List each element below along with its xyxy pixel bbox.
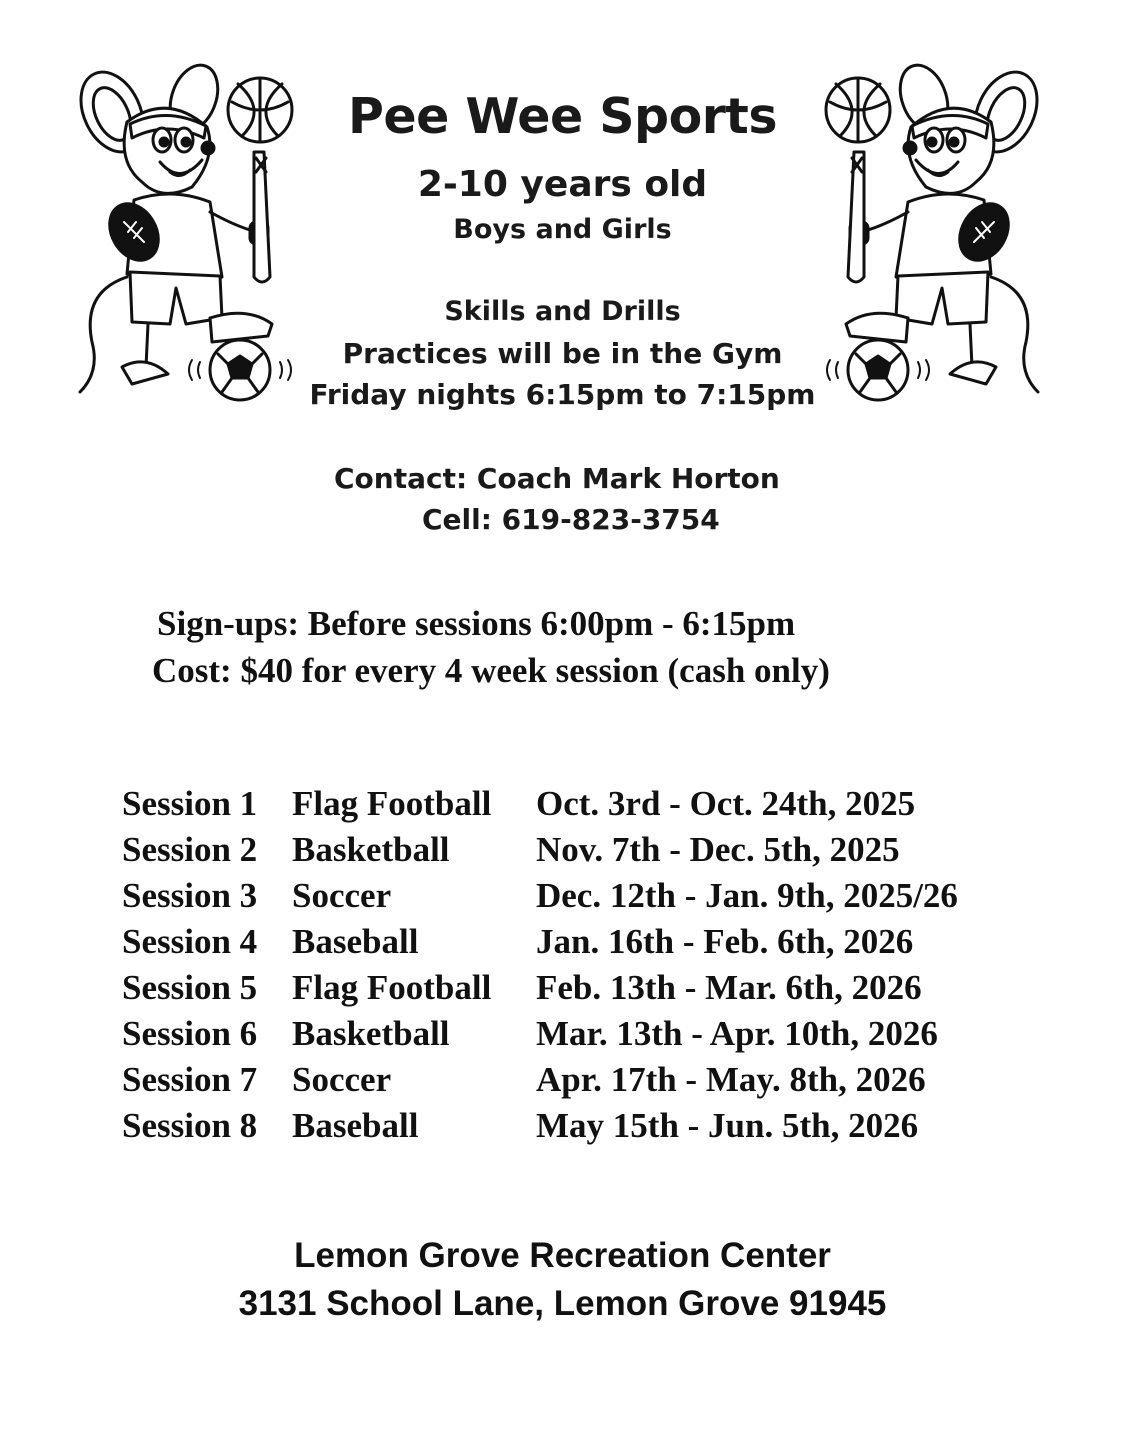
session-dates: Dec. 12th - Jan. 9th, 2025/26 — [536, 876, 958, 915]
venue-address: 3131 School Lane, Lemon Grove 91945 — [238, 1284, 887, 1323]
session-row — [122, 968, 1042, 1014]
audience-label: Boys and Girls — [453, 214, 672, 245]
schedule-label: Friday nights 6:15pm to 7:15pm — [309, 378, 816, 411]
session-sport: Basketball — [292, 830, 450, 869]
signup-info: Sign-ups: Before sessions 6:00pm - 6:15pm — [157, 604, 796, 643]
session-dates: Apr. 17th - May. 8th, 2026 — [536, 1060, 926, 1099]
program-label: Skills and Drills — [444, 296, 681, 327]
session-label: Session 7 — [122, 1060, 258, 1099]
location-note: Practices will be in the Gym — [342, 337, 783, 370]
cost-info: Cost: $40 for every 4 week session (cash only) — [152, 651, 830, 690]
session-sport: Soccer — [292, 876, 392, 915]
session-sport: Basketball — [292, 1014, 450, 1053]
session-sport: Soccer — [292, 1060, 392, 1099]
session-label: Session 3 — [122, 876, 258, 915]
session-sport: Flag Football — [292, 784, 492, 823]
contact-phone: Cell: 619-823-3754 — [422, 503, 720, 536]
session-row — [122, 784, 1042, 830]
session-sport: Baseball — [292, 1106, 419, 1145]
session-label: Session 4 — [122, 922, 258, 961]
session-dates: Nov. 7th - Dec. 5th, 2025 — [536, 830, 900, 869]
session-dates: Feb. 13th - Mar. 6th, 2026 — [536, 968, 922, 1007]
session-row — [122, 1060, 1042, 1106]
session-sport: Flag Football — [292, 968, 492, 1007]
session-label: Session 8 — [122, 1106, 258, 1145]
session-list — [122, 784, 1042, 1152]
session-row — [122, 830, 1042, 876]
session-row — [122, 876, 1042, 922]
session-label: Session 5 — [122, 968, 258, 1007]
venue-name: Lemon Grove Recreation Center — [294, 1236, 831, 1275]
session-label: Session 1 — [122, 784, 258, 823]
page-title: Pee Wee Sports — [347, 88, 778, 145]
session-label: Session 2 — [122, 830, 258, 869]
session-dates: Mar. 13th - Apr. 10th, 2026 — [536, 1014, 938, 1053]
session-sport: Baseball — [292, 922, 419, 961]
session-row — [122, 922, 1042, 968]
contact-name: Contact: Coach Mark Horton — [334, 462, 780, 495]
session-row — [122, 1106, 1042, 1152]
session-row — [122, 1014, 1042, 1060]
age-range: 2-10 years old — [417, 164, 708, 205]
session-label: Session 6 — [122, 1014, 258, 1053]
session-dates: Jan. 16th - Feb. 6th, 2026 — [536, 922, 914, 961]
session-dates: May 15th - Jun. 5th, 2026 — [536, 1106, 919, 1145]
session-dates: Oct. 3rd - Oct. 24th, 2025 — [536, 784, 916, 823]
